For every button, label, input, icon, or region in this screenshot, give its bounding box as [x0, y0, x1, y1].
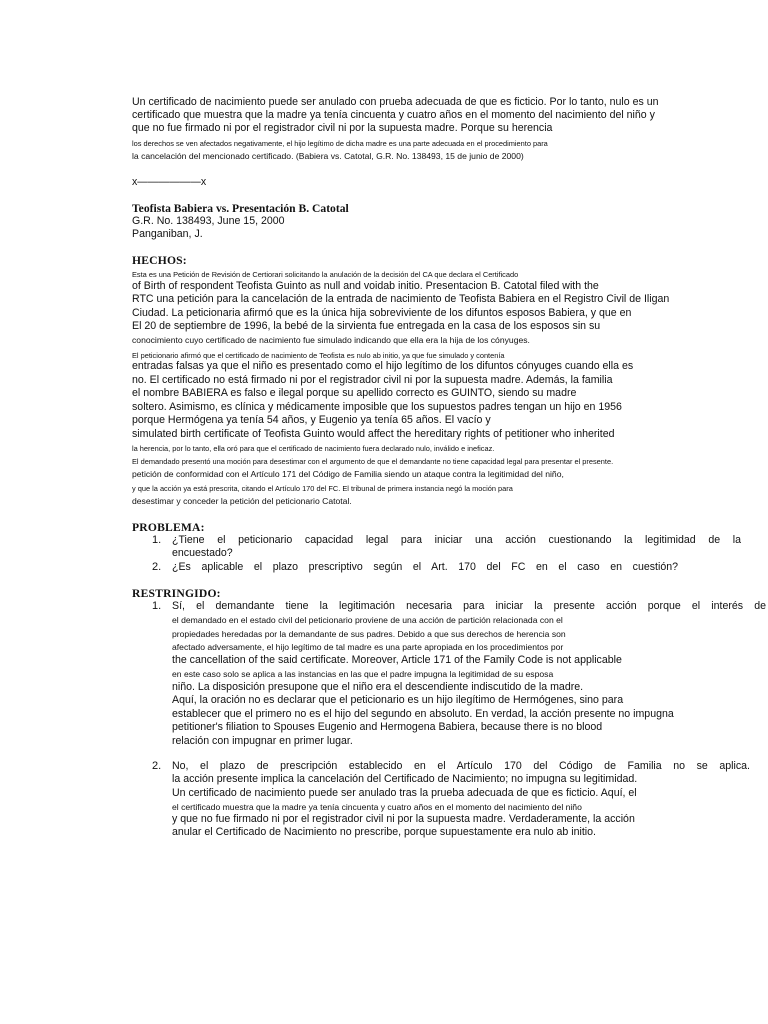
restringido-item-line: el certificado muestra que la madre ya tenía cincuenta y cuatro años en el momento del nacimiento del niño — [172, 802, 582, 812]
restringido-item-line: No, el plazo de prescripción establecido en el Artículo 170 del Código de Familia no se aplica. — [172, 760, 750, 772]
restringido-item-line: en este caso solo se aplica a las instancias en las que el padre impugna la legitimidad de su esposa — [172, 669, 554, 679]
problema-item-line: encuestado? — [172, 547, 233, 559]
separator: x——————x — [132, 176, 207, 188]
intro-line: Un certificado de nacimiento puede ser anulado con prueba adecuada de que es ficticio. Por lo tanto, nulo es un — [132, 96, 659, 108]
intro-line: la cancelación del mencionado certificado. (Babiera vs. Catotal, G.R. No. 138493, 15 de junio de 2000) — [132, 151, 524, 161]
hechos-line: RTC una petición para la cancelación de la entrada de nacimiento de Teofista Babiera en el Registro Civil de Iligan — [132, 293, 670, 305]
hechos-line: desestimar y conceder la petición del peticionario Catotal. — [132, 496, 352, 506]
intro-line: los derechos se ven afectados negativamente, el hijo legítimo de dicha madre es una parte adecuada en el procedimiento para — [132, 139, 548, 148]
hechos-line: petición de conformidad con el Artículo 171 del Código de Familia siendo un ataque contra la legitimidad del niño, — [132, 469, 564, 479]
case-ponente: Panganiban, J. — [132, 228, 203, 240]
restringido-item-line: niño. La disposición presupone que el niño era el descendiente indiscutido de la madre. — [172, 681, 584, 693]
hechos-line: El demandado presentó una moción para desestimar con el argumento de que el demandante no tiene capacidad legal para presentar el presente. — [132, 457, 614, 466]
hechos-line: Ciudad. La peticionaria afirmó que es la única hija sobreviviente de los difuntos esposos Babiera, y que en — [132, 307, 632, 319]
hechos-heading: HECHOS: — [132, 254, 187, 267]
restringido-item-line: y que no fue firmado ni por el registrador civil ni por la supuesta madre. Verdaderamente, la acción — [172, 813, 635, 825]
restringido-item-line: establecer que el primero no es el hijo del segundo en absoluto. En verdad, la acción presente no impugna — [172, 708, 674, 720]
case-title: Teofista Babiera vs. Presentación B. Catotal — [132, 202, 349, 215]
problema-item-number: 1. — [152, 534, 162, 546]
hechos-line: El peticionario afirmó que el certificado de nacimiento de Teofista es nulo ab initio, ya que fue simulado y contenía — [132, 351, 505, 360]
restringido-item-line: Sí, el demandante tiene la legitimación necesaria para iniciar la presente acción porque el interés de — [172, 600, 766, 612]
restringido-item-line: anular el Certificado de Nacimiento no prescribe, porque supuestamente era nulo ab initio. — [172, 826, 596, 838]
restringido-item-line: relación con impugnar en primer lugar. — [172, 735, 353, 747]
hechos-line: soltero. Asimismo, es clínica y médicamente imposible que los supuestos padres tengan un hijo en 1956 — [132, 401, 622, 413]
restringido-item-line: afectado adversamente, el hijo legítimo de tal madre es una parte apropiada en los procedimientos por — [172, 642, 564, 652]
restringido-item-line: the cancellation of the said certificate. Moreover, Article 171 of the Family Code is not applicable — [172, 654, 622, 666]
hechos-line: no. El certificado no está firmado ni por el registrador civil ni por la supuesta madre. Además, la familia — [132, 374, 613, 386]
hechos-line: of Birth of respondent Teofista Guinto as null and voidab initio. Presentacion B. Catotal filed with the — [132, 280, 599, 292]
restringido-item-number: 1. — [152, 600, 162, 612]
problema-item-number: 2. — [152, 561, 162, 573]
intro-line: certificado que muestra que la madre ya tenía cincuenta y cuatro años en el momento del nacimiento del niño y — [132, 109, 655, 121]
intro-line: que no fue firmado ni por el registrador civil ni por la supuesta madre. Porque su herencia — [132, 122, 553, 134]
hechos-line: y que la acción ya está prescrita, citando el Artículo 170 del FC. El tribunal de primera instancia negó la moción para — [132, 484, 513, 493]
hechos-line: El 20 de septiembre de 1996, la bebé de la sirvienta fue entregada en la casa de los esposos sin su — [132, 320, 601, 332]
problema-item-line: ¿Es aplicable el plazo prescriptivo según el Art. 170 del FC en el caso en cuestión? — [172, 561, 678, 573]
restringido-item-line: el demandado en el estado civil del peticionario proviene de una acción de partición relacionada con el — [172, 615, 563, 625]
restringido-item-line: petitioner's filiation to Spouses Eugenio and Hermogena Babiera, because there is no blood — [172, 721, 603, 733]
restringido-item-line: Un certificado de nacimiento puede ser anulado tras la prueba adecuada de que es ficticio. Aquí, el — [172, 787, 637, 799]
restringido-item-line: Aquí, la oración no es declarar que el peticionario es un hijo ilegítimo de Hermógenes, sino para — [172, 694, 624, 706]
hechos-line: el nombre BABIERA es falso e ilegal porque su apellido correcto es GUINTO, siendo su madre — [132, 387, 577, 399]
restringido-item-line: propiedades heredadas por la demandante de sus padres. Debido a que sus derechos de herencia son — [172, 629, 566, 639]
hechos-line: Esta es una Petición de Revisión de Certiorari solicitando la anulación de la decisión del CA que declara el Certificado — [132, 270, 519, 279]
hechos-line: porque Hermógena ya tenía 54 años, y Eugenio ya tenía 65 años. El vacío y — [132, 414, 491, 426]
problema-item-line: ¿Tiene el peticionario capacidad legal para iniciar una acción cuestionando la legitimidad de la — [172, 534, 741, 546]
problema-heading: PROBLEMA: — [132, 521, 205, 534]
restringido-item-line: la acción presente implica la cancelación del Certificado de Nacimiento; no impugna su legitimidad. — [172, 773, 638, 785]
hechos-line: simulated birth certificate of Teofista Guinto would affect the hereditary rights of petitioner who inherited — [132, 428, 615, 440]
restringido-item-number: 2. — [152, 760, 162, 772]
hechos-line: la herencia, por lo tanto, ella oró para que el certificado de nacimiento fuera declarado nulo, inválido e ineficaz. — [132, 444, 495, 453]
case-gr-number: G.R. No. 138493, June 15, 2000 — [132, 215, 285, 227]
hechos-line: entradas falsas ya que el niño es presentado como el hijo legítimo de los difuntos cónyuges cuando ella es — [132, 360, 634, 372]
hechos-line: conocimiento cuyo certificado de nacimiento fue simulado indicando que ella era la hija de los cónyuges. — [132, 335, 530, 345]
restringido-heading: RESTRINGIDO: — [132, 587, 221, 600]
